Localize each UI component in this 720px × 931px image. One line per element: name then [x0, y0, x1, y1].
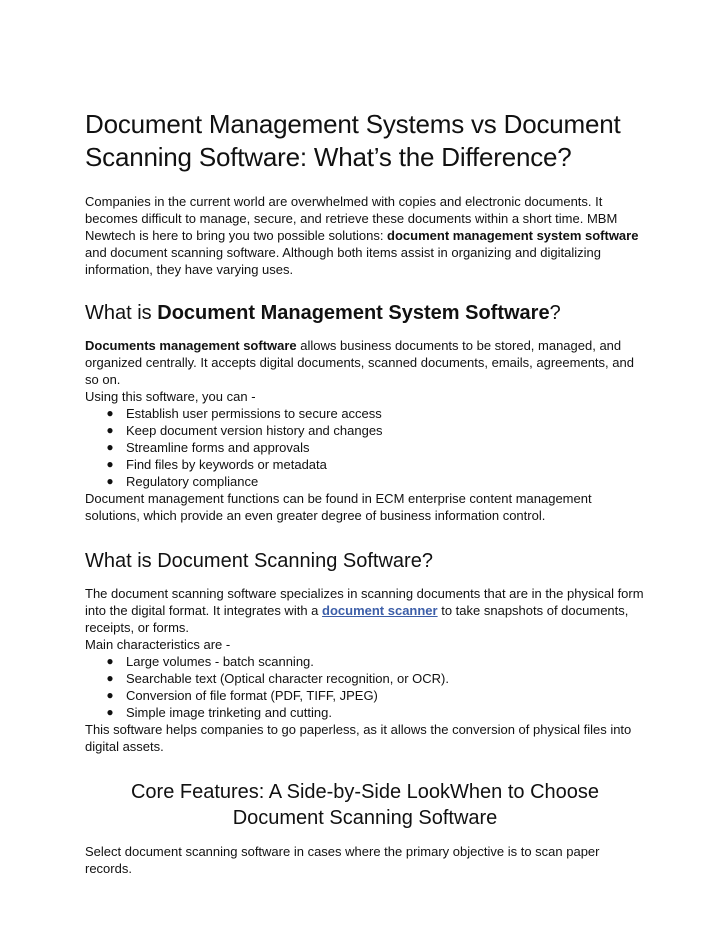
scan-list-intro: Main characteristics are -: [85, 637, 231, 652]
list-item-text: Searchable text (Optical character recognition, or OCR).: [126, 671, 449, 686]
scan-bullet-list: [85, 653, 645, 721]
page-title: Document Management Systems vs Document Scanning Software: What’s the Difference?: [85, 109, 621, 172]
bullet-icon: ●: [106, 654, 114, 668]
bullet-icon: ●: [106, 474, 114, 488]
scan-closing-paragraph: This software helps companies to go paperless, as it allows the conversion of physical files into digital assets.: [85, 722, 632, 754]
dms-section-heading: [85, 300, 645, 326]
list-item: [104, 653, 645, 670]
bullet-icon: ●: [106, 457, 114, 471]
intro-text-end: and document scanning software. Although both items assist in organizing and digitalizing information, they have varying uses.: [85, 245, 601, 277]
intro-text-start: Companies in the current world are overwhelmed with copies and electronic documents. It becomes difficult to manage, secure, and retrieve these documents within a short time. MBM Newtech is here to bring you two possible solutions:: [85, 194, 618, 243]
list-item-text: Conversion of file format (PDF, TIFF, JPEG): [126, 688, 378, 703]
list-item: [104, 670, 645, 687]
intro-bold-term: document management system software: [387, 228, 639, 243]
bullet-icon: ●: [106, 440, 114, 454]
dms-paragraph: [85, 337, 645, 388]
list-item-text: Streamline forms and approvals: [126, 440, 310, 455]
list-item: [104, 473, 645, 490]
dms-paragraph-text: allows business documents to be stored, managed, and organized centrally. It accepts digital documents, scanned documents, emails, agreements, and so on.: [85, 338, 634, 387]
scan-paragraph: [85, 585, 645, 636]
list-item-text: Establish user permissions to secure access: [126, 406, 382, 421]
list-item-text: Simple image trinketing and cutting.: [126, 705, 332, 720]
bullet-icon: ●: [106, 671, 114, 685]
dms-heading-suffix: ?: [549, 302, 561, 324]
list-item-text: Keep document version history and changes: [126, 423, 383, 438]
list-item-text: Find files by keywords or metadata: [126, 457, 327, 472]
bullet-icon: ●: [106, 423, 114, 437]
dms-list-intro: Using this software, you can -: [85, 389, 256, 404]
scan-paragraph-text-start: The document scanning software specializes in scanning documents that are in the physical form into the digital format. It integrates with a: [85, 586, 644, 618]
scan-paragraph-text-end: to take snapshots of documents, receipts, or forms.: [85, 603, 629, 635]
list-item: [104, 439, 645, 456]
core-paragraph: Select document scanning software in cases where the primary objective is to scan paper records.: [85, 844, 600, 876]
scan-section-heading: What is Document Scanning Software?: [85, 550, 433, 572]
bullet-icon: ●: [106, 705, 114, 719]
list-item: [104, 456, 645, 473]
dms-heading-bold: Document Management System Software: [157, 302, 550, 324]
list-item-text: Regulatory compliance: [126, 474, 259, 489]
intro-paragraph: [85, 193, 645, 278]
dms-bold-term: Documents management software: [85, 338, 297, 353]
bullet-icon: ●: [106, 406, 114, 420]
dms-heading-prefix: What is: [85, 302, 158, 324]
document-scanner-link[interactable]: document scanner: [322, 603, 438, 618]
core-section-heading: Core Features: A Side-by-Side LookWhen to Choose Document Scanning Software: [130, 781, 600, 829]
list-item-text: Large volumes - batch scanning.: [126, 654, 314, 669]
list-item: [104, 405, 645, 422]
list-item: [104, 687, 645, 704]
dms-closing-paragraph: Document management functions can be found in ECM enterprise content management solutions, which provide an even greater degree of business information control.: [85, 491, 592, 523]
dms-bullet-list: [85, 405, 645, 490]
document-content: [85, 108, 645, 877]
bullet-icon: ●: [106, 688, 114, 702]
list-item: [104, 704, 645, 721]
list-item: [104, 422, 645, 439]
